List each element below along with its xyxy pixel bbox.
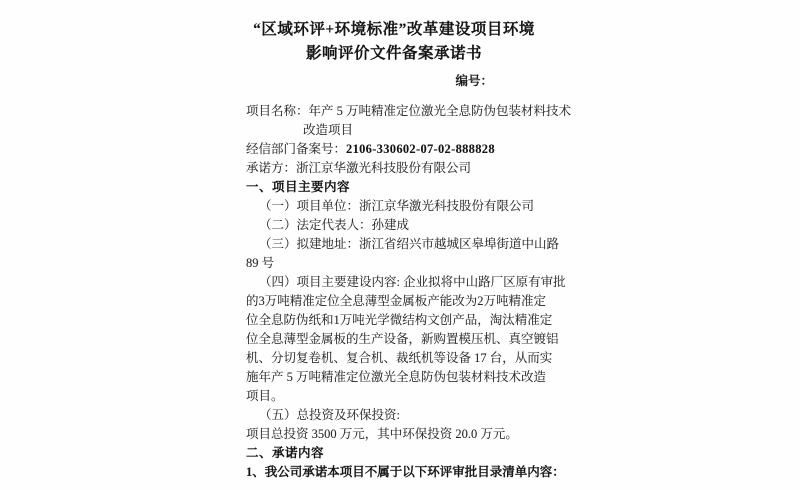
record-number-line [246, 140, 542, 159]
promisor-line [246, 159, 542, 178]
serial-number-label: 编号： [455, 74, 493, 88]
section-1-item-4-wrap-5: 施年产 5 万吨精准定位激光全息防伪包装材料技术改造 [246, 370, 547, 384]
section-1-item-5: （五）总投资及环保投资: [259, 408, 400, 422]
record-number-label: 经信部门备案号： [246, 142, 347, 156]
title-line-1: “区域环评+环境标准”改革建设项目环境 [253, 21, 535, 38]
section-1-item-4: （四）项目主要建设内容: 企业拟将中山路厂区原有审批 [259, 275, 566, 289]
record-number-value: 2106-330602-07-02-888828 [346, 142, 495, 156]
section-1-item-3: （三）拟建地址：浙江省绍兴市越城区皋埠街道中山路 [259, 237, 560, 251]
section-1-item-2: （二）法定代表人：孙建成 [259, 218, 410, 232]
project-name-line [246, 102, 572, 121]
section-1-item-4-wrap-6: 项目。 [246, 389, 284, 403]
section-2-heading: 二、承诺内容 [246, 446, 325, 460]
project-name-value: 年产 5 万吨精准定位激光全息防伪包装材料技术 [308, 104, 572, 118]
section-1-item-5-detail: 项目总投资 3500 万元，其中环保投资 20.0 万元。 [246, 427, 518, 441]
section-1-item-3-wrap: 89 号 [246, 256, 275, 270]
section-1-item-1: （一）项目单位：浙江京华激光科技股份有限公司 [259, 199, 535, 213]
promisor-label: 承诺方： [246, 161, 297, 175]
project-name-label: 项目名称： [246, 104, 309, 118]
section-1-item-4-wrap-2: 位全息防伪纸和1万吨光学微结构文创产品，淘汰精准定 [246, 313, 553, 327]
field-block [246, 102, 572, 482]
document-body [246, 14, 572, 482]
project-name-wrap-line: 改造项目 [303, 123, 354, 137]
title-line-2: 影响评价文件备案承诺书 [305, 45, 482, 62]
section-1-item-4-wrap-3: 位全息薄型金属板的生产设备，新购置模压机、真空镀铝 [246, 332, 559, 346]
section-2-item-1: 1、我公司承诺本项目不属于以下环评审批目录清单内容： [246, 465, 565, 479]
section-1-heading: 一、项目主要内容 [246, 180, 351, 194]
section-1-item-4-wrap-1: 的3万吨精准定位全息薄型金属板产能改为2万吨精准定 [246, 294, 547, 308]
section-1-item-4-wrap-4: 机、分切复卷机、复合机、裁纸机等设备 17 台，从而实 [246, 351, 553, 365]
document-title [246, 18, 542, 66]
promisor-value: 浙江京华激光科技股份有限公司 [296, 161, 472, 175]
